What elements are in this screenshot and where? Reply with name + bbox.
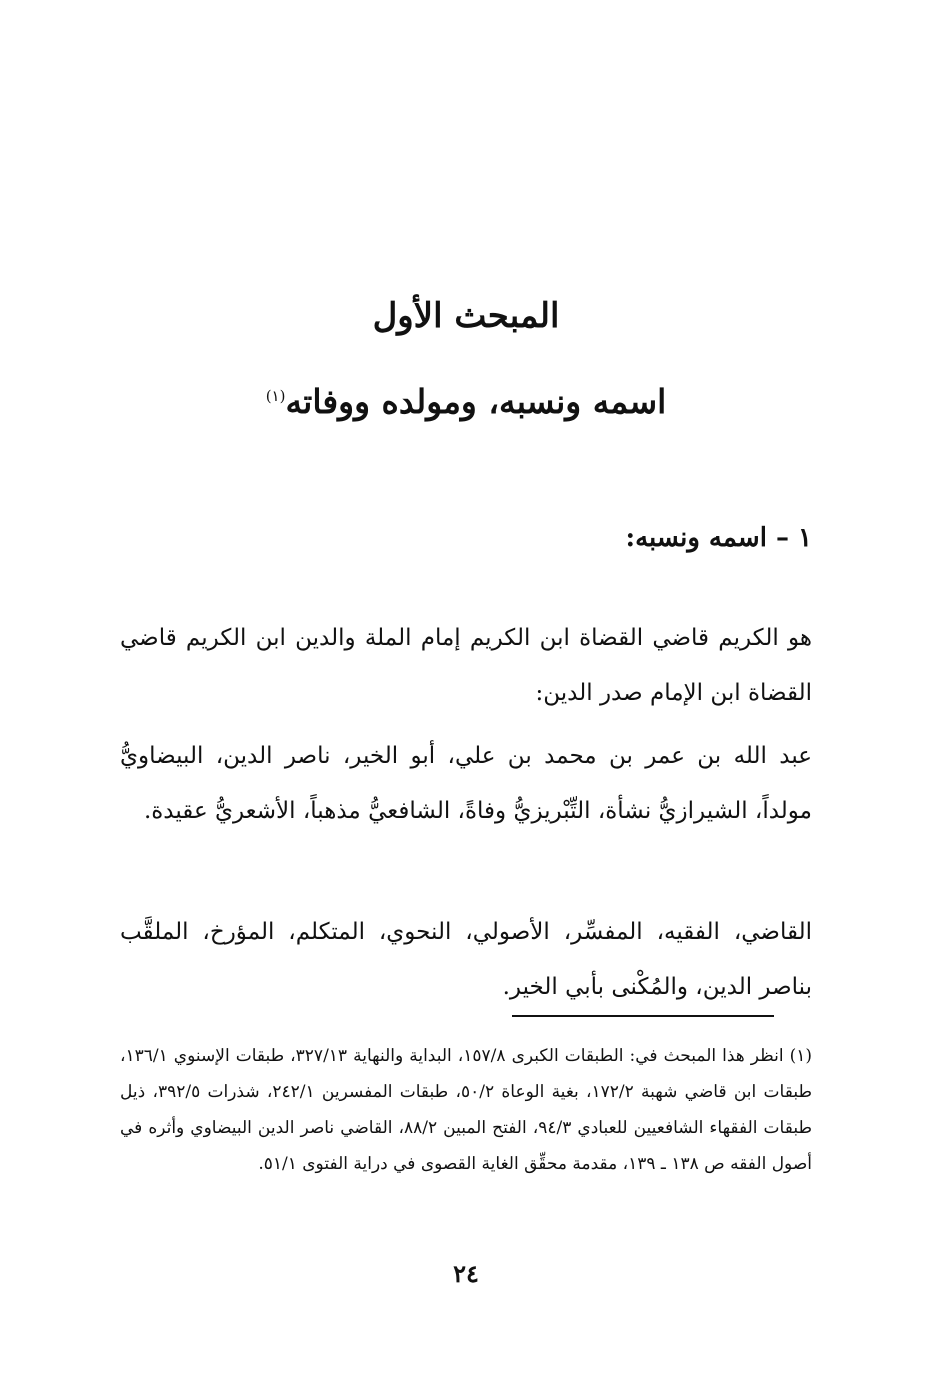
chapter-subtitle-text: اسمه ونسبه، ومولده ووفاته — [285, 382, 667, 421]
paragraph-full-name: عبد الله بن عمر بن محمد بن علي، أبو الخير، ناصر الدين، البيضاويُّ مولداً، الشيرازيُّ نشأة، التِّبْريزيُّ وفاةً، الشافعيُّ مذهباً، الأشعريُّ عقيدة. — [120, 743, 812, 824]
footnote-reference[interactable]: (١) — [265, 387, 286, 405]
footnote-divider — [512, 1015, 774, 1017]
paragraph-roles: القاضي، الفقيه، المفسِّر، الأصولي، النحوي، المتكلم، المؤرخ، الملقَّب بناصر الدين، والمُكْنى بأبي الخير. — [120, 919, 812, 1000]
section-heading: ١ – اسمه ونسبه: — [625, 523, 812, 553]
chapter-title: المبحث الأول — [372, 296, 560, 336]
page-number: ٢٤ — [453, 1259, 479, 1288]
paragraph-title-lineage: هو الكريم قاضي القضاة ابن الكريم إمام الملة والدين ابن الكريم قاضي القضاة ابن الإمام صدر الدين: — [120, 625, 812, 706]
chapter-subtitle — [0, 372, 932, 426]
footnote: (١) انظر هذا المبحث في: الطبقات الكبرى ١٥٧/٨، البداية والنهاية ٣٢٧/١٣، طبقات الإسنوي ١٣٦/١، طبقات ابن قاضي شهبة ١٧٢/٢، بغية الوعاة ٥٠/٢، طبقات المفسرين ٢٤٢/١، شذرات ٣٩٢/٥، ذيل طبقات الفقهاء الشافعيين للعبادي ٩٤/٣، الفتح المبين ٨٨/٢، القاضي ناصر الدين البيضاوي وأثره في أصول الفقه ص ١٣٨ ـ ١٣٩، مقدمة محقِّق الغاية القصوى في دراية الفتوى ٥١/١. — [120, 1046, 812, 1174]
